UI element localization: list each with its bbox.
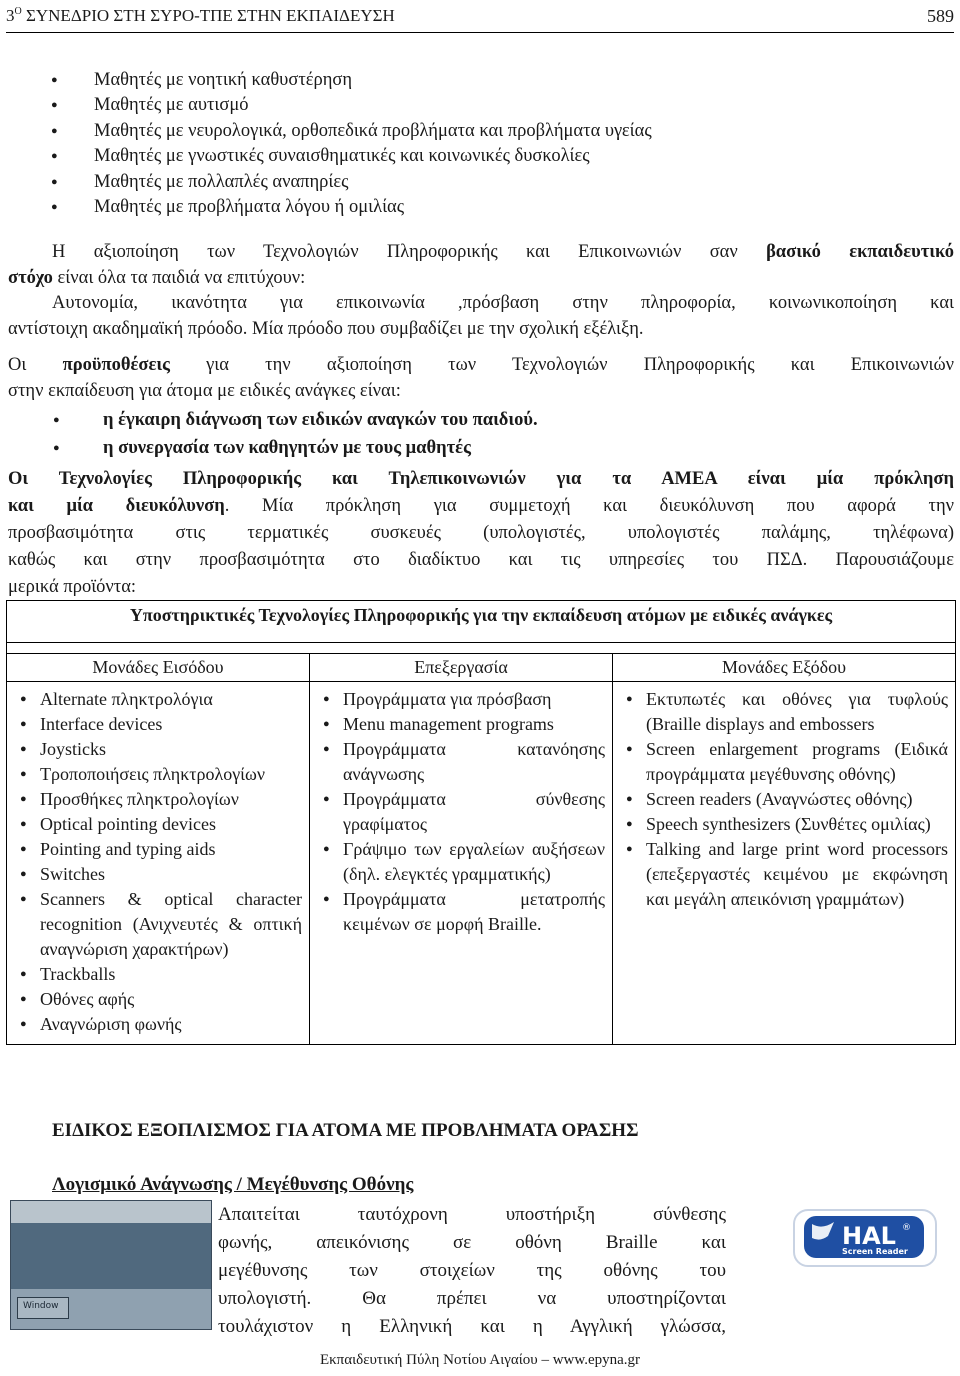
page-footer: Εκπαιδευτική Πύλη Νοτίου Αιγαίου – www.epyna.gr: [319, 1352, 641, 1368]
table-spacer: [7, 643, 956, 654]
list-item: ● Προσθήκες πληκτρολογίων: [8, 787, 302, 812]
page-header: [6, 2, 954, 33]
table-caption: Υποστηρικτικές Τεχνολογίες Πληροφορικής για την εκπαίδευση ατόμων με ειδικές ανάγκες: [7, 601, 956, 643]
prerequisites-section: [8, 408, 954, 461]
screenshot-label: Window: [23, 1301, 59, 1311]
list-item: ● Switches: [8, 862, 302, 887]
list-item: ● Optical pointing devices: [8, 812, 302, 837]
list-item: ● Trackballs: [8, 962, 302, 987]
list-item: ● Speech synthesizers (Συνθέτες ομιλίας): [614, 812, 948, 837]
column-header-input: Μονάδες Εισόδου: [7, 654, 310, 682]
conf-title-text: ΣΥΝΕΔΡΙΟ ΣΤΗ ΣΥΡΟ-ΤΠΕ ΣΤΗΝ ΕΚΠΑΙΔΕΥΣΗ: [21, 6, 395, 25]
paragraph-line: μεγέθυνσης των στοιχείων της οθόνης του: [218, 1260, 726, 1281]
list-item: ● η συνεργασία των καθηγητών με τους μαθητές: [8, 436, 954, 461]
list-item: ● Screen enlargement programs (Ειδικά προγράμματα μεγέθυνσης οθόνης): [614, 737, 948, 787]
paragraph-line: [8, 493, 954, 520]
screenshot-body: [11, 1223, 211, 1289]
screen-reader-paragraph: [218, 1201, 726, 1341]
list-item: ● Μαθητές με νευρολογικά, ορθοπεδικά προβλήματα και προβλήματα υγείας: [8, 119, 954, 144]
processing-list: [311, 683, 611, 943]
list-item: ● Menu management programs: [311, 712, 605, 737]
list-item: ● Talking and large print word processors (επεξεργαστές κειμένου με εκφώνηση και μεγάλη απεικόνιση γραμμάτων): [614, 837, 948, 912]
paragraph-line: [8, 266, 954, 292]
bold-text: στόχο: [8, 267, 53, 288]
paragraph-line: τουλάχιστον η Ελληνική και η Αγγλική γλώσσα,: [218, 1316, 726, 1337]
list-item: ● Interface devices: [8, 712, 302, 737]
page-number: 589: [927, 6, 954, 26]
table-header-row: [7, 654, 956, 682]
list-item: ● Εκτυπωτές και οθόνες για τυφλούς (Braille displays and embossers: [614, 687, 948, 737]
intro-section: [8, 68, 954, 220]
paragraph-challenge: [8, 466, 954, 601]
paragraph-goals: [8, 240, 954, 342]
list-item: ● Μαθητές με προβλήματα λόγου ή ομιλίας: [8, 195, 954, 220]
list-item: ● Τροποποιήσεις πληκτρολογίων: [8, 762, 302, 787]
list-item: ● Pointing and typing aids: [8, 837, 302, 862]
list-item: ● Προγράμματα μετατροπής κειμένων σε μορφή Braille.: [311, 887, 605, 937]
list-item: ● Alternate πληκτρολόγια: [8, 687, 302, 712]
list-item: ● Μαθητές με νοητική καθυστέρηση: [8, 68, 954, 93]
list-item: ● Screen readers (Αναγνώστες οθόνης): [614, 787, 948, 812]
list-item: ● Προγράμματα για πρόσβαση: [311, 687, 605, 712]
paragraph-prerequisites: [8, 352, 954, 404]
list-item: ● Joysticks: [8, 737, 302, 762]
subsection-title: Λογισμικό Ανάγνωσης / Μεγέθυνσης Οθόνης: [52, 1174, 414, 1195]
bold-text: και μία διευκόλυνση: [8, 496, 225, 516]
list-item: ● Μαθητές με αυτισμό: [8, 93, 954, 118]
hal-screen-reader-logo: [790, 1200, 940, 1280]
column-header-processing: Επεξεργασία: [310, 654, 613, 682]
text-span: Οι: [8, 355, 63, 375]
list-item: ● Προγράμματα σύνθεσης γραφίματος: [311, 787, 605, 837]
list-item: ● Γράψιμο των εργαλείων αυξήσεων (δηλ. ελεγκτές γραμματικής): [311, 837, 605, 887]
paragraph-line: [8, 240, 954, 266]
conference-title: [6, 6, 395, 26]
paragraph-line: φωνής, απεικόνισης σε οθόνη Braille και: [218, 1232, 726, 1253]
list-item: ● Οθόνες αφής: [8, 987, 302, 1012]
assistive-technology-table: [6, 600, 956, 1045]
table-row: [7, 682, 956, 1045]
bold-text: προϋποθέσεις: [62, 355, 170, 375]
bold-text: βασικό εκπαιδευτικό: [766, 242, 954, 262]
list-item: ● Scanners & optical character recognition (Ανιχνευτές & οπτική αναγνώριση χαρακτήρων): [8, 887, 302, 962]
text-span: για την αξιοποίηση των Τεχνολογιών Πληροφορικής και Επικοινωνιών: [169, 355, 954, 375]
spacer-cell: [7, 643, 956, 654]
list-item: ● Μαθητές με πολλαπλές αναπηρίες: [8, 170, 954, 195]
output-devices-cell: [613, 682, 956, 1045]
list-item: ● Προγράμματα κατανόησης ανάγνωσης: [311, 737, 605, 787]
output-devices-list: [614, 683, 954, 918]
paragraph-line: αντίστοιχη ακαδημαϊκή πρόοδο. Μία πρόοδο που συμβαδίζει με την σχολική εξέλιξη.: [8, 318, 644, 339]
paragraph-line: [8, 352, 954, 378]
logo-subtitle: Screen Reader: [842, 1247, 908, 1256]
paragraph-line: Οι Τεχνολογίες Πληροφορικής και Τηλεπικοινωνιών για τα ΑΜΕΑ είναι μία πρόκληση: [8, 469, 954, 489]
paragraph-line: καθώς και στην προσβασιμότητα στο διαδίκτυο και τις υπηρεσίες του ΠΣΔ. Παρουσιάζουμε: [8, 550, 954, 570]
text-span: είναι όλα τα παιδιά να επιτύχουν:: [52, 267, 306, 288]
paragraph-line: υπολογιστή. Θα πρέπει να υποστηρίζονται: [218, 1288, 726, 1309]
column-header-output: Μονάδες Εξόδου: [613, 654, 956, 682]
list-item: ● Αναγνώριση φωνής: [8, 1012, 302, 1037]
list-item: ● η έγκαιρη διάγνωση των ειδικών αναγκών του παιδιού.: [8, 408, 954, 436]
screenshot-titlebar: [11, 1201, 211, 1223]
student-categories-list: [8, 68, 954, 220]
paragraph-line: στην εκπαίδευση για άτομα με ειδικές ανάγκες είναι:: [8, 381, 401, 401]
conf-number: 3: [6, 6, 15, 25]
text-span: . Μία πρόκληση για συμμετοχή και διευκόλυνση που αφορά την: [224, 496, 954, 516]
paragraph-line: Απαιτείται ταυτόχρονη υποστήριξη σύνθεσης: [218, 1204, 726, 1225]
paragraph-line: Αυτονομία, ικανότητα για επικοινωνία ,πρόσβαση στην πληροφορία, κοινωνικοποίηση και: [52, 293, 954, 313]
logo-trademark: ®: [902, 1223, 911, 1233]
prerequisites-list: [8, 408, 954, 461]
input-devices-list: [8, 683, 308, 1043]
paragraph-line: μερικά προϊόντα:: [8, 577, 137, 597]
text-span: Η αξιοποίηση των Τεχνολογιών Πληροφορικής και Επικοινωνιών σαν: [52, 242, 767, 262]
logo-text: HAL: [842, 1222, 896, 1250]
software-screenshot-image: [10, 1200, 212, 1330]
section-title: ΕΙΔΙΚΟΣ ΕΞΟΠΛΙΣΜΟΣ ΓΙΑ ΑΤΟΜΑ ΜΕ ΠΡΟΒΛΗΜΑΤΑ ΟΡΑΣΗΣ: [52, 1120, 639, 1141]
conf-superscript: Ο: [14, 6, 22, 17]
paragraph-line: προσβασιμότητα στις τερματικές συσκευές (υπολογιστές, υπολογιστές παλάμης, τηλέφωνα): [8, 523, 954, 543]
input-devices-cell: [7, 682, 310, 1045]
processing-cell: [310, 682, 613, 1045]
list-item: ● Μαθητές με γνωστικές συναισθηματικές και κοινωνικές δυσκολίες: [8, 144, 954, 169]
